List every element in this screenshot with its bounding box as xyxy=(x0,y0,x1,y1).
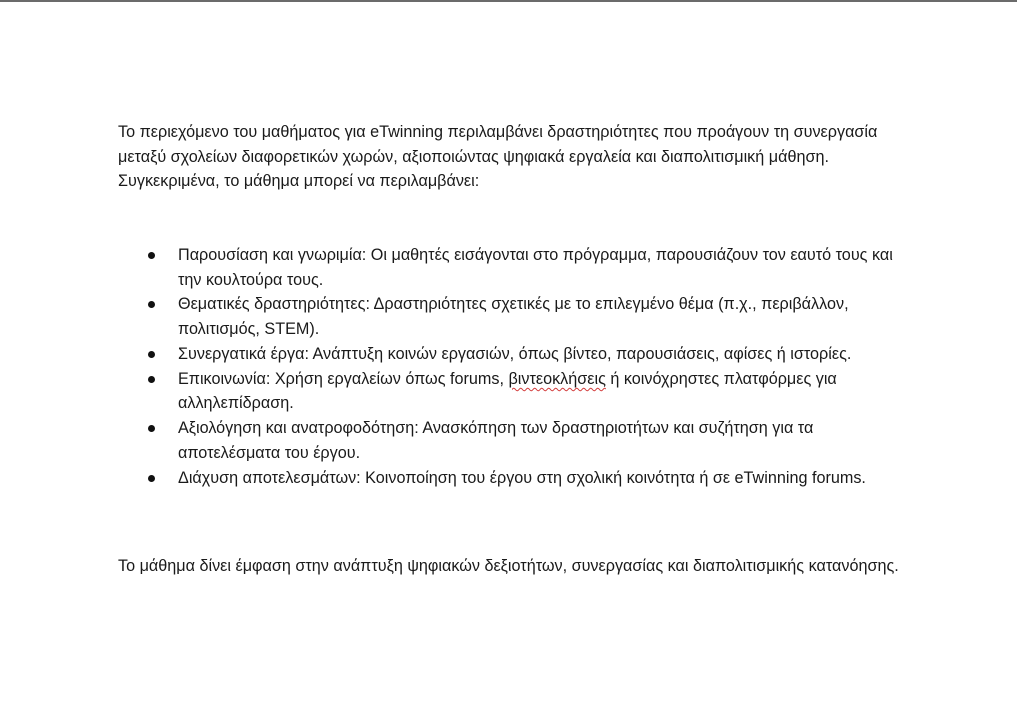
list-item[interactable] xyxy=(118,466,908,491)
bullet-icon xyxy=(148,301,155,308)
spellcheck-flagged-word[interactable]: βιντεοκλήσεις xyxy=(508,369,606,388)
document-body[interactable] xyxy=(118,120,908,575)
bullet-icon xyxy=(148,351,155,358)
list-item-text: Αξιολόγηση και ανατροφοδότηση: Ανασκόπηση των δραστηριοτήτων και συζήτηση για τα αποτελέσματα του έργου. xyxy=(178,419,814,462)
list-item-text: Παρουσίαση και γνωριμία: Οι μαθητές εισάγονται στο πρόγραμμα, παρουσιάζουν τον εαυτό τους και την κουλτούρα τους. xyxy=(178,246,893,289)
list-item[interactable] xyxy=(118,416,908,465)
list-item-text: Θεματικές δραστηριότητες: Δραστηριότητες σχετικές με το επιλεγμένο θέμα (π.χ., περιβάλλον, πολιτισμός, STEM). xyxy=(178,295,849,339)
bullet-icon xyxy=(148,475,155,482)
bullet-icon xyxy=(148,252,155,259)
list-item-text: Συνεργατικά έργα: Ανάπτυξη κοινών εργασιών, όπως βίντεο, παρουσιάσεις, αφίσες ή ιστορίες. xyxy=(178,344,852,363)
list-item[interactable] xyxy=(118,342,908,367)
list-item[interactable] xyxy=(118,292,908,341)
activities-bullet-list xyxy=(118,243,908,491)
intro-paragraph[interactable]: Το περιεχόμενο του μαθήματος για eTwinning περιλαμβάνει δραστηριότητες που προάγουν τη συνεργασία μεταξύ σχολείων διαφορετικών χωρών, αξιοποιώντας ψηφιακά εργαλεία και διαπολιτισμική μάθηση. Συγκεκριμένα, το μάθημα μπορεί να περιλαμβάνει: xyxy=(118,123,878,191)
bullet-icon xyxy=(148,376,155,383)
bullet-icon xyxy=(148,425,155,432)
list-item-text-start: Επικοινωνία: Χρήση εργαλείων όπως forums, xyxy=(178,369,509,388)
list-item[interactable] xyxy=(118,367,908,416)
list-item-text-end: ή κοινόχρηστες πλατφόρμες για αλληλεπίδραση. xyxy=(178,369,837,413)
closing-paragraph[interactable]: Το μάθημα δίνει έμφαση στην ανάπτυξη ψηφιακών δεξιοτήτων, συνεργασίας και διαπολιτισμικής κατανόησης. xyxy=(118,557,899,575)
list-item-text: Διάχυση αποτελεσμάτων: Κοινοποίηση του έργου στη σχολική κοινότητα ή σε eTwinning forums. xyxy=(178,468,866,487)
list-item[interactable] xyxy=(118,243,908,292)
